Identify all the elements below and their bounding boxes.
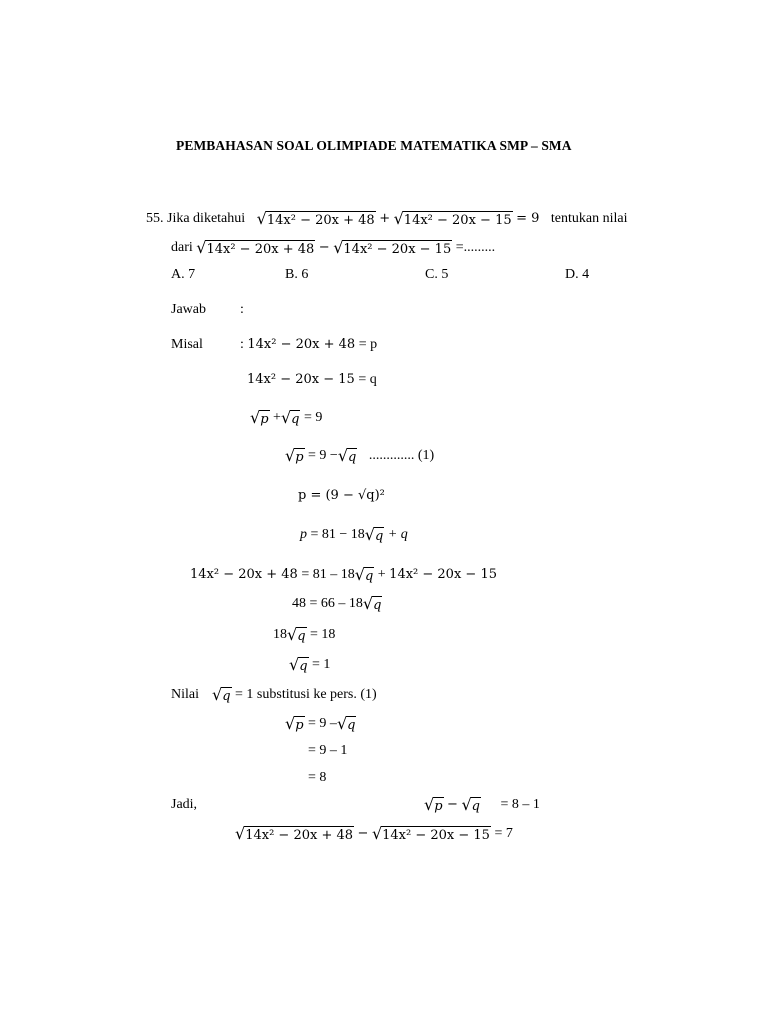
misal-q: 14x² − 20x − 15 = q [247,372,377,387]
option-c: C. 5 [425,267,449,282]
sqrt-expr-a: √ 14x² − 20x + 48 [196,238,315,257]
eq-square: p = (9 − √q)² [298,488,385,503]
given-rhs: = 9 [516,211,540,226]
sub-3: = 8 [308,770,327,785]
question-intro: Jika diketahui [167,211,246,226]
final-answer: √ 14x² − 20x + 48 − √ 14x² − 20x − 15 = 7 [235,824,513,843]
sub-2: = 9 – 1 [308,743,348,758]
question-number: 55. [146,211,164,226]
sqrt-expr-b: √ 14x² − 20x − 15 [333,238,452,257]
misal-label: Misal [171,337,203,352]
eq-18: 18 √ q = 18 [273,625,336,644]
question-line-1: 55. Jika diketahui √ 14x² − 20x + 48 + √ 14x² − 20x − 15 = 9 tentukan nilai [146,209,628,228]
eq-sqrtq: √ q = 1 [289,655,331,674]
page-title: PEMBAHASAN SOAL OLIMPIADE MATEMATIKA SMP – SMA [176,138,572,153]
sqrt-expr-b: √ 14x² − 20x − 15 [393,209,512,228]
option-d: D. 4 [565,267,590,282]
nilai-label: Nilai [171,687,199,702]
eq-substitute: 14x² − 20x + 48 = 81 – 18 √ q + 14x² − 20x − 15 [190,565,497,584]
jadi-label: Jadi, [171,797,198,812]
eq-1: √ p = 9 − √ q ............. (1) [285,446,435,465]
question-tail: tentukan nilai [550,211,628,226]
sqrt-expr-a: √ 14x² − 20x + 48 [256,209,375,228]
option-a: A. 7 [171,267,196,282]
option-b: B. 6 [285,267,309,282]
question-line-2: dari √ 14x² − 20x + 48 − √ 14x² − 20x − 15 =......... [171,238,496,257]
eq-expand: p = 81 − 18 √ q + q [300,525,408,544]
sub-1: √ p = 9 – √ q [285,714,356,733]
jadi-eq: √ p − √ q = 8 – 1 [424,795,540,814]
eq-48: 48 = 66 – 18 √ q [292,594,382,613]
jawab-colon: : [240,302,244,317]
jawab-label: Jawab [171,302,206,317]
question-dots: =......... [455,240,496,255]
dari-label: dari [171,240,193,255]
nilai-text: √ q = 1 substitusi ke pers. (1) [212,685,377,704]
misal-p: : 14x² − 20x + 48 = p [240,337,378,352]
eq-sum: √ p + √ q = 9 [250,408,323,427]
